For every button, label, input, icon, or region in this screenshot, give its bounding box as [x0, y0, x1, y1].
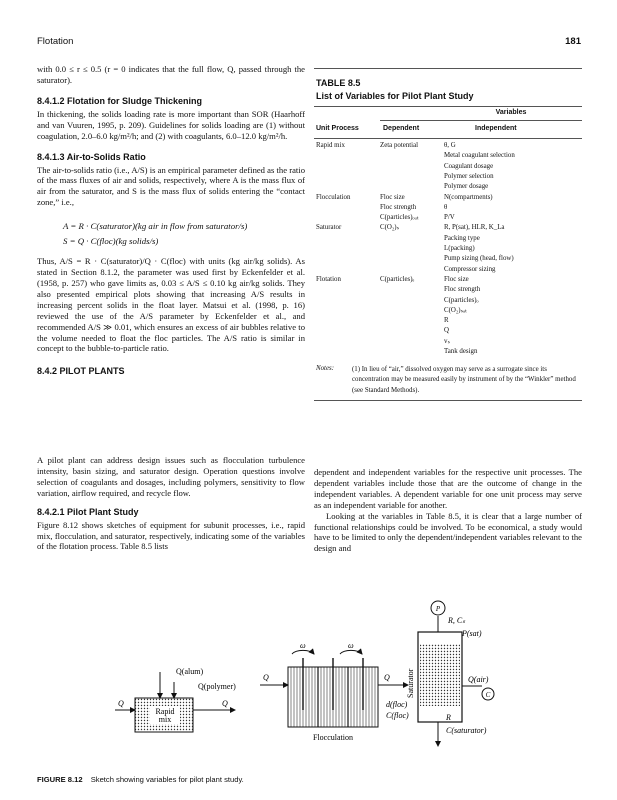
p-gauge-label: P: [435, 605, 441, 613]
table-row: [316, 203, 582, 213]
saturator-label: Saturator: [406, 668, 415, 698]
c-saturator-label: C(saturator): [446, 726, 487, 735]
table-row: [316, 244, 582, 254]
cell-dependent: Floc strength: [380, 203, 417, 211]
cell-dependent: C(O₂)ₛ: [380, 224, 400, 232]
table-row: [316, 141, 582, 151]
rotation-arrow-2: [340, 650, 362, 654]
paragraph-8-4-1-3: The air-to-solids ratio (i.e., A/S) is an empirical parameter defined as the ratio of the mass fluxes of air and solids, respectively, where A is the mass flux of air from the saturator, and S is the mass flux of solids entering the “contact zone,” i.e.,: [37, 164, 305, 208]
left-column-lower: [37, 455, 305, 552]
paragraph-8-4-1-2: In thickening, the solids loading rate is more important than SOR (Haarhoff and van Vuuren, 1995, p. 209). Guidelines for solids loading are (1) without coagulation, 2.0–6.0 kg/m²/h; and (2) with coagulants, 6.0–12.0 kg/m²/h.: [37, 108, 305, 141]
cell-independent: Compressor sizing: [444, 265, 496, 273]
cell-independent: Pump sizing (head, flow): [444, 255, 514, 263]
notes-text: (1) In lieu of “air,” dissolved oxygen may serve as a surrogate since its concentration may be measured easily by instrument of by the “Winkler” method (see Standard Methods).: [352, 366, 576, 394]
table-body: [316, 141, 582, 361]
flocculation-q-out-label: Q: [384, 673, 390, 682]
cell-unit-process: Flotation: [316, 275, 341, 283]
omega-label-2: ω: [348, 641, 354, 650]
paragraph-right-2: Looking at the variables in Table 8.5, it is clear that a large number of functional relationships could be involved. To be economical, a study would have to be limited to only the dependent/independent variables relevant to the design and: [314, 510, 582, 554]
paragraph-right-1: dependent and independent variables for the respective unit processes. The dependent variables include those that are the outcome of change in the independent variables. A dependent variable for one unit process may serve as an independent variable for another.: [314, 467, 582, 510]
col-header-unit-process: Unit Process: [316, 125, 359, 132]
flocculation-unit: [260, 641, 409, 742]
running-title: Flotation: [37, 36, 74, 47]
figure-caption-text: Sketch showing variables for pilot plant study.: [90, 775, 244, 784]
heading-8-4-1-2: 8.4.1.2 Flotation for Sludge Thickening: [37, 95, 203, 106]
table-bottom-rule: [314, 400, 582, 401]
figure-caption: [37, 775, 244, 784]
paragraph-thus: Thus, A/S = R · C(saturator)/Q · C(floc) with units (kg air/kg solids). As stated in Section 8.1.2, the parameter was used first by Eckenfelder et al. (1958, p. 257) who gave limits as, 0.03 ≤ A/S ≤ 0.10 kg air/kg solids. They also presented empirical plots showing that increasing A/S results in increasing percent solids in the float layer. Matsui et al. (1998, p. 16) reviewed the use of the A/S parameter by Eckenfelder et al., and recommended A/S ≫ 0.01, which ensures an excess of air bubbles relative to the volume needed to float the floc particles. The A/S ratio is similar in concept to the bubble-to-particle ratio.: [37, 256, 305, 354]
cell-independent: Q: [444, 327, 449, 335]
cell-independent: Polymer dosage: [444, 183, 489, 191]
table-header-rule: [314, 138, 582, 139]
cell-independent: vₛ: [444, 337, 451, 345]
table-row: [316, 275, 582, 285]
rapid-mix-q-in-label: Q: [118, 699, 124, 708]
d-floc-label: d(floc): [386, 700, 408, 709]
notes-label: Notes:: [316, 365, 334, 372]
table-row: [316, 151, 582, 161]
cell-independent: θ: [444, 203, 448, 211]
cell-independent: Floc size: [444, 275, 469, 283]
cell-independent: P/V: [444, 214, 455, 222]
cell-independent: Packing type: [444, 234, 480, 242]
mix-label: mix: [158, 715, 172, 724]
right-column: [314, 467, 582, 554]
cell-dependent: C(particles)ₑ: [380, 275, 415, 283]
c-compressor-label: C: [485, 691, 491, 699]
cell-independent: N(compartments): [444, 193, 493, 201]
table-row: [316, 337, 582, 347]
rapid-label: Rapid: [155, 707, 175, 716]
table-row: [316, 326, 582, 336]
table-row: [316, 316, 582, 326]
cell-independent: Tank design: [444, 348, 478, 355]
cell-independent: Coagulant dosage: [444, 162, 494, 170]
saturator-packing: [420, 644, 460, 706]
cell-independent: C(particles)ₒ: [444, 296, 479, 304]
cell-independent: Metal coagulant selection: [444, 152, 515, 160]
rotation-arrow-1: [292, 650, 314, 654]
figure-8-12: [80, 590, 600, 760]
table-row: [316, 162, 582, 172]
col-header-independent: Independent: [475, 125, 517, 132]
omega-label-1: ω: [300, 641, 306, 650]
paragraph-8-4-2-1: Figure 8.12 shows sketches of equipment for subunit processes, i.e., rapid mix, flocculation, and saturator, respectively, indicating some of the variables of the flotation process. Table 8.5 lists: [37, 519, 305, 552]
cell-dependent: Zeta potential: [380, 142, 419, 149]
cell-dependent: C(particles)ₒᵤₜ: [380, 214, 419, 222]
r-label: R: [446, 713, 451, 722]
cell-independent: Floc strength: [444, 286, 481, 294]
table-row: [316, 213, 582, 223]
table-group-rule: [380, 120, 582, 121]
table-row: [316, 306, 582, 316]
page-number: 181: [565, 36, 581, 47]
col-header-dependent: Dependent: [383, 125, 420, 132]
table-row: [316, 285, 582, 295]
equation-a: A = R · C(saturator)(kg air in flow from saturator/s): [63, 221, 248, 232]
cell-unit-process: Rapid mix: [316, 142, 345, 149]
cell-independent: Polymer selection: [444, 172, 494, 180]
table-row: [316, 265, 582, 275]
paragraph-8-4-2: A pilot plant can address design issues such as flocculation turbulence intensity, basin sizing, and saturator design. Operation questions involve selection of coagulants and dosages, including polymers, sensitivity to flow variation, airflow required, and recycle flow.: [37, 455, 305, 498]
table-row: [316, 223, 582, 233]
rapid-mix-unit: [115, 667, 236, 732]
c-floc-label: C(floc): [386, 711, 409, 720]
figure-caption-label: FIGURE 8.12: [37, 775, 83, 784]
table-row: [316, 254, 582, 264]
r-cs-label: R, Cₛ: [448, 616, 466, 625]
table-label: TABLE 8.5: [316, 78, 361, 88]
table-title: List of Variables for Pilot Plant Study: [316, 91, 474, 101]
table-row: [316, 182, 582, 192]
table-row: [316, 347, 582, 357]
q-air-label: Q(air): [468, 675, 489, 684]
heading-8-4-1-3: 8.4.1.3 Air-to-Solids Ratio: [37, 151, 146, 162]
q-alum-label: Q(alum): [176, 667, 204, 676]
equation-s: S = Q · C(floc)(kg solids/s): [63, 236, 159, 247]
cell-unit-process: Saturator: [316, 224, 342, 232]
table-row: [316, 172, 582, 182]
q-polymer-label: Q(polymer): [198, 682, 236, 691]
heading-8-4-2-1: 8.4.2.1 Pilot Plant Study: [37, 506, 139, 517]
flocculation-q-in-label: Q: [263, 673, 269, 682]
saturator-unit: [406, 601, 494, 746]
table-title-rule: [314, 106, 582, 107]
table-row: [316, 234, 582, 244]
heading-8-4-2: 8.4.2 PILOT PLANTS: [37, 366, 125, 377]
flocculation-label: Flocculation: [313, 733, 353, 742]
left-column: [37, 64, 305, 376]
table-row: [316, 193, 582, 203]
cell-unit-process: Flocculation: [316, 193, 351, 201]
table-top-rule: [314, 68, 582, 69]
cell-dependent: Floc size: [380, 193, 405, 201]
table-group-header: Variables: [495, 109, 527, 116]
cell-independent: θ, G: [444, 142, 456, 149]
cell-independent: L(packing): [444, 245, 475, 252]
cell-independent: C(O₂)ₛₐₜ: [444, 306, 468, 314]
p-sat-label: P(sat): [462, 629, 482, 638]
table-row: [316, 296, 582, 306]
rapid-mix-q-out-label: Q: [222, 699, 228, 708]
cell-independent: R, P(sat), HLR, K_La: [444, 224, 505, 232]
cell-independent: R: [444, 317, 449, 325]
intro-paragraph: with 0.0 ≤ r ≤ 0.5 (r = 0 indicates that the full flow, Q, passed through the saturator).: [37, 64, 305, 85]
